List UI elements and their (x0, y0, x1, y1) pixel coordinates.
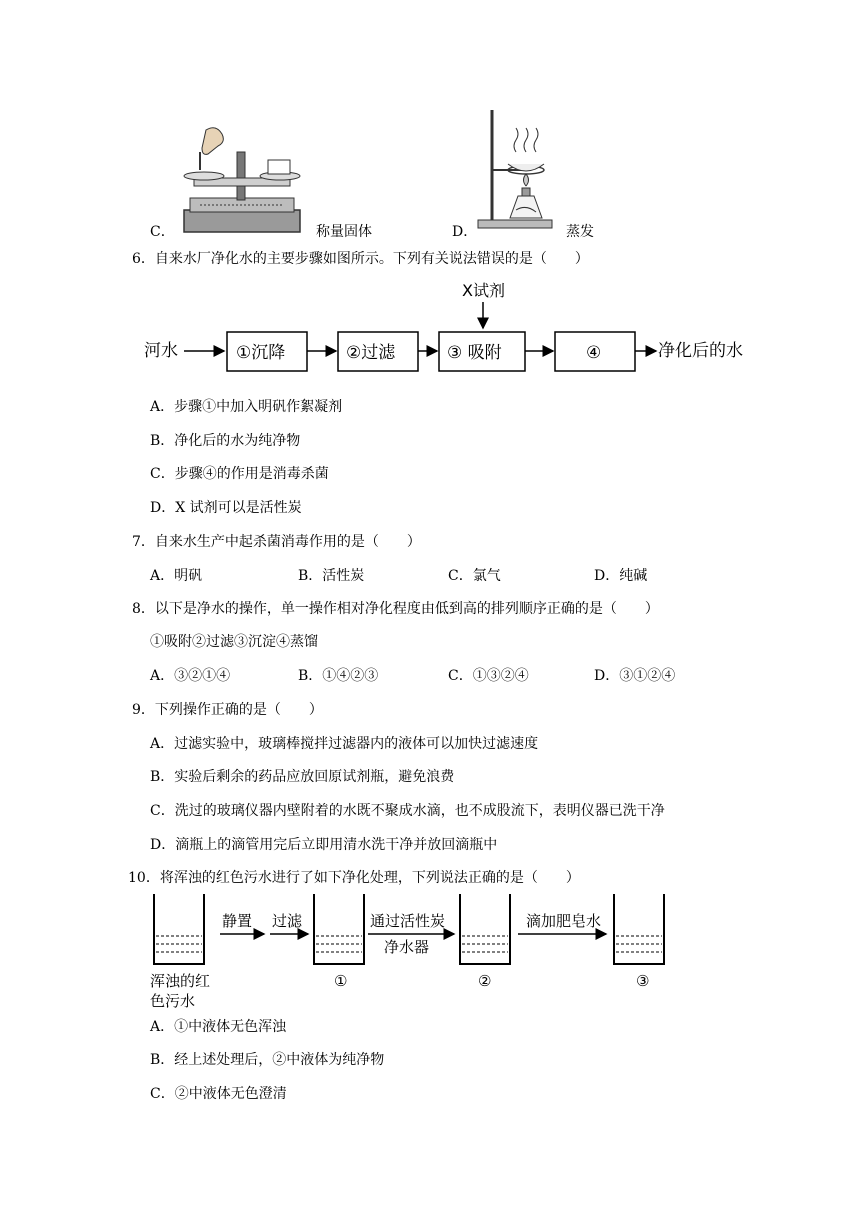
q9-option-a: A．过滤实验中，玻璃棒搅拌过滤器内的液体可以加快过滤速度 (150, 736, 539, 752)
beaker-1-label: ① (334, 972, 348, 990)
start-label-line1: 浑浊的红 (150, 972, 211, 990)
result-label: 净化后的水 (658, 341, 743, 361)
q7-option-b: B．活性炭 (298, 568, 365, 584)
q7-option-a: A．明矾 (150, 568, 203, 584)
beaker-start (154, 894, 204, 964)
step-label-3: ③ 吸附 (447, 343, 502, 363)
q10-option-c: C．②中液体无色澄清 (150, 1086, 287, 1102)
question-8-stem: 8．以下是净水的操作，单一操作相对净化程度由低到高的排列顺序正确的是（ ） (132, 601, 659, 617)
q10-option-a: A．①中液体无色浑浊 (150, 1019, 287, 1035)
option-d-caption: 蒸发 (566, 224, 594, 240)
q6-option-c: C．步骤④的作用是消毒杀菌 (150, 466, 329, 482)
step-label-2: ②过滤 (346, 343, 396, 363)
beaker-2-label: ② (478, 972, 492, 990)
option-c-letter: C． (150, 224, 175, 240)
arrow1-label-1: 静置 (222, 912, 253, 930)
start-label-line2: 色污水 (150, 992, 196, 1010)
question-10-stem: 10．将浑浊的红色污水进行了如下净化处理，下列说法正确的是（ ） (128, 870, 580, 886)
q7-option-d: D．纯碱 (594, 568, 648, 584)
arrow2-label-1: 通过活性炭 (370, 912, 446, 930)
option-c-caption: 称量固体 (316, 224, 372, 240)
question-9-stem: 9．下列操作正确的是（ ） (132, 702, 323, 718)
q8-option-d: D．③①②④ (594, 668, 676, 684)
beaker-3 (614, 894, 664, 964)
balance-scale-illustration (180, 122, 310, 238)
option-d-letter: D． (452, 224, 478, 240)
arrow3-label: 滴加肥皂水 (526, 912, 602, 930)
q6-option-a: A．步骤①中加入明矾作絮凝剂 (150, 399, 343, 415)
step-label-4: ④ (586, 343, 602, 363)
evaporation-setup-illustration (474, 106, 556, 234)
q9-option-d: D．滴瓶上的滴管用完后立即用清水洗干净并放回滴瓶中 (150, 837, 498, 853)
q8-items: ①吸附②过滤③沉淀④蒸馏 (150, 634, 318, 650)
arrow2-label-2: 净水器 (384, 938, 430, 956)
beaker-1 (314, 894, 364, 964)
beaker-2 (460, 894, 510, 964)
q10-option-b: B．经上述处理后，②中液体为纯净物 (150, 1052, 385, 1068)
question-6-stem: 6．自来水厂净化水的主要步骤如图所示。下列有关说法错误的是（ ） (132, 251, 589, 267)
step-label-1: ①沉降 (236, 343, 286, 363)
q9-option-b: B．实验后剩余的药品应放回原试剂瓶，避免浪费 (150, 769, 455, 785)
q8-option-a: A．③②①④ (150, 668, 231, 684)
q6-option-d: D．X 试剂可以是活性炭 (150, 500, 302, 516)
reagent-label: X试剂 (462, 281, 505, 300)
beaker-3-label: ③ (636, 972, 650, 990)
water-treatment-flow-diagram (140, 276, 760, 378)
q9-option-c: C．洗过的玻璃仪器内壁附着的水既不聚成水滴，也不成股流下，表明仪器已洗干净 (150, 803, 665, 819)
water-purification-beakers-diagram (140, 890, 700, 1010)
q7-option-c: C．氯气 (448, 568, 501, 584)
q6-option-b: B．净化后的水为纯净物 (150, 433, 301, 449)
q8-option-c: C．①③②④ (448, 668, 529, 684)
q8-option-b: B．①④②③ (298, 668, 379, 684)
source-label: 河水 (144, 341, 178, 361)
question-7-stem: 7．自来水生产中起杀菌消毒作用的是（ ） (132, 534, 421, 550)
arrow1-label-2: 过滤 (272, 912, 303, 930)
